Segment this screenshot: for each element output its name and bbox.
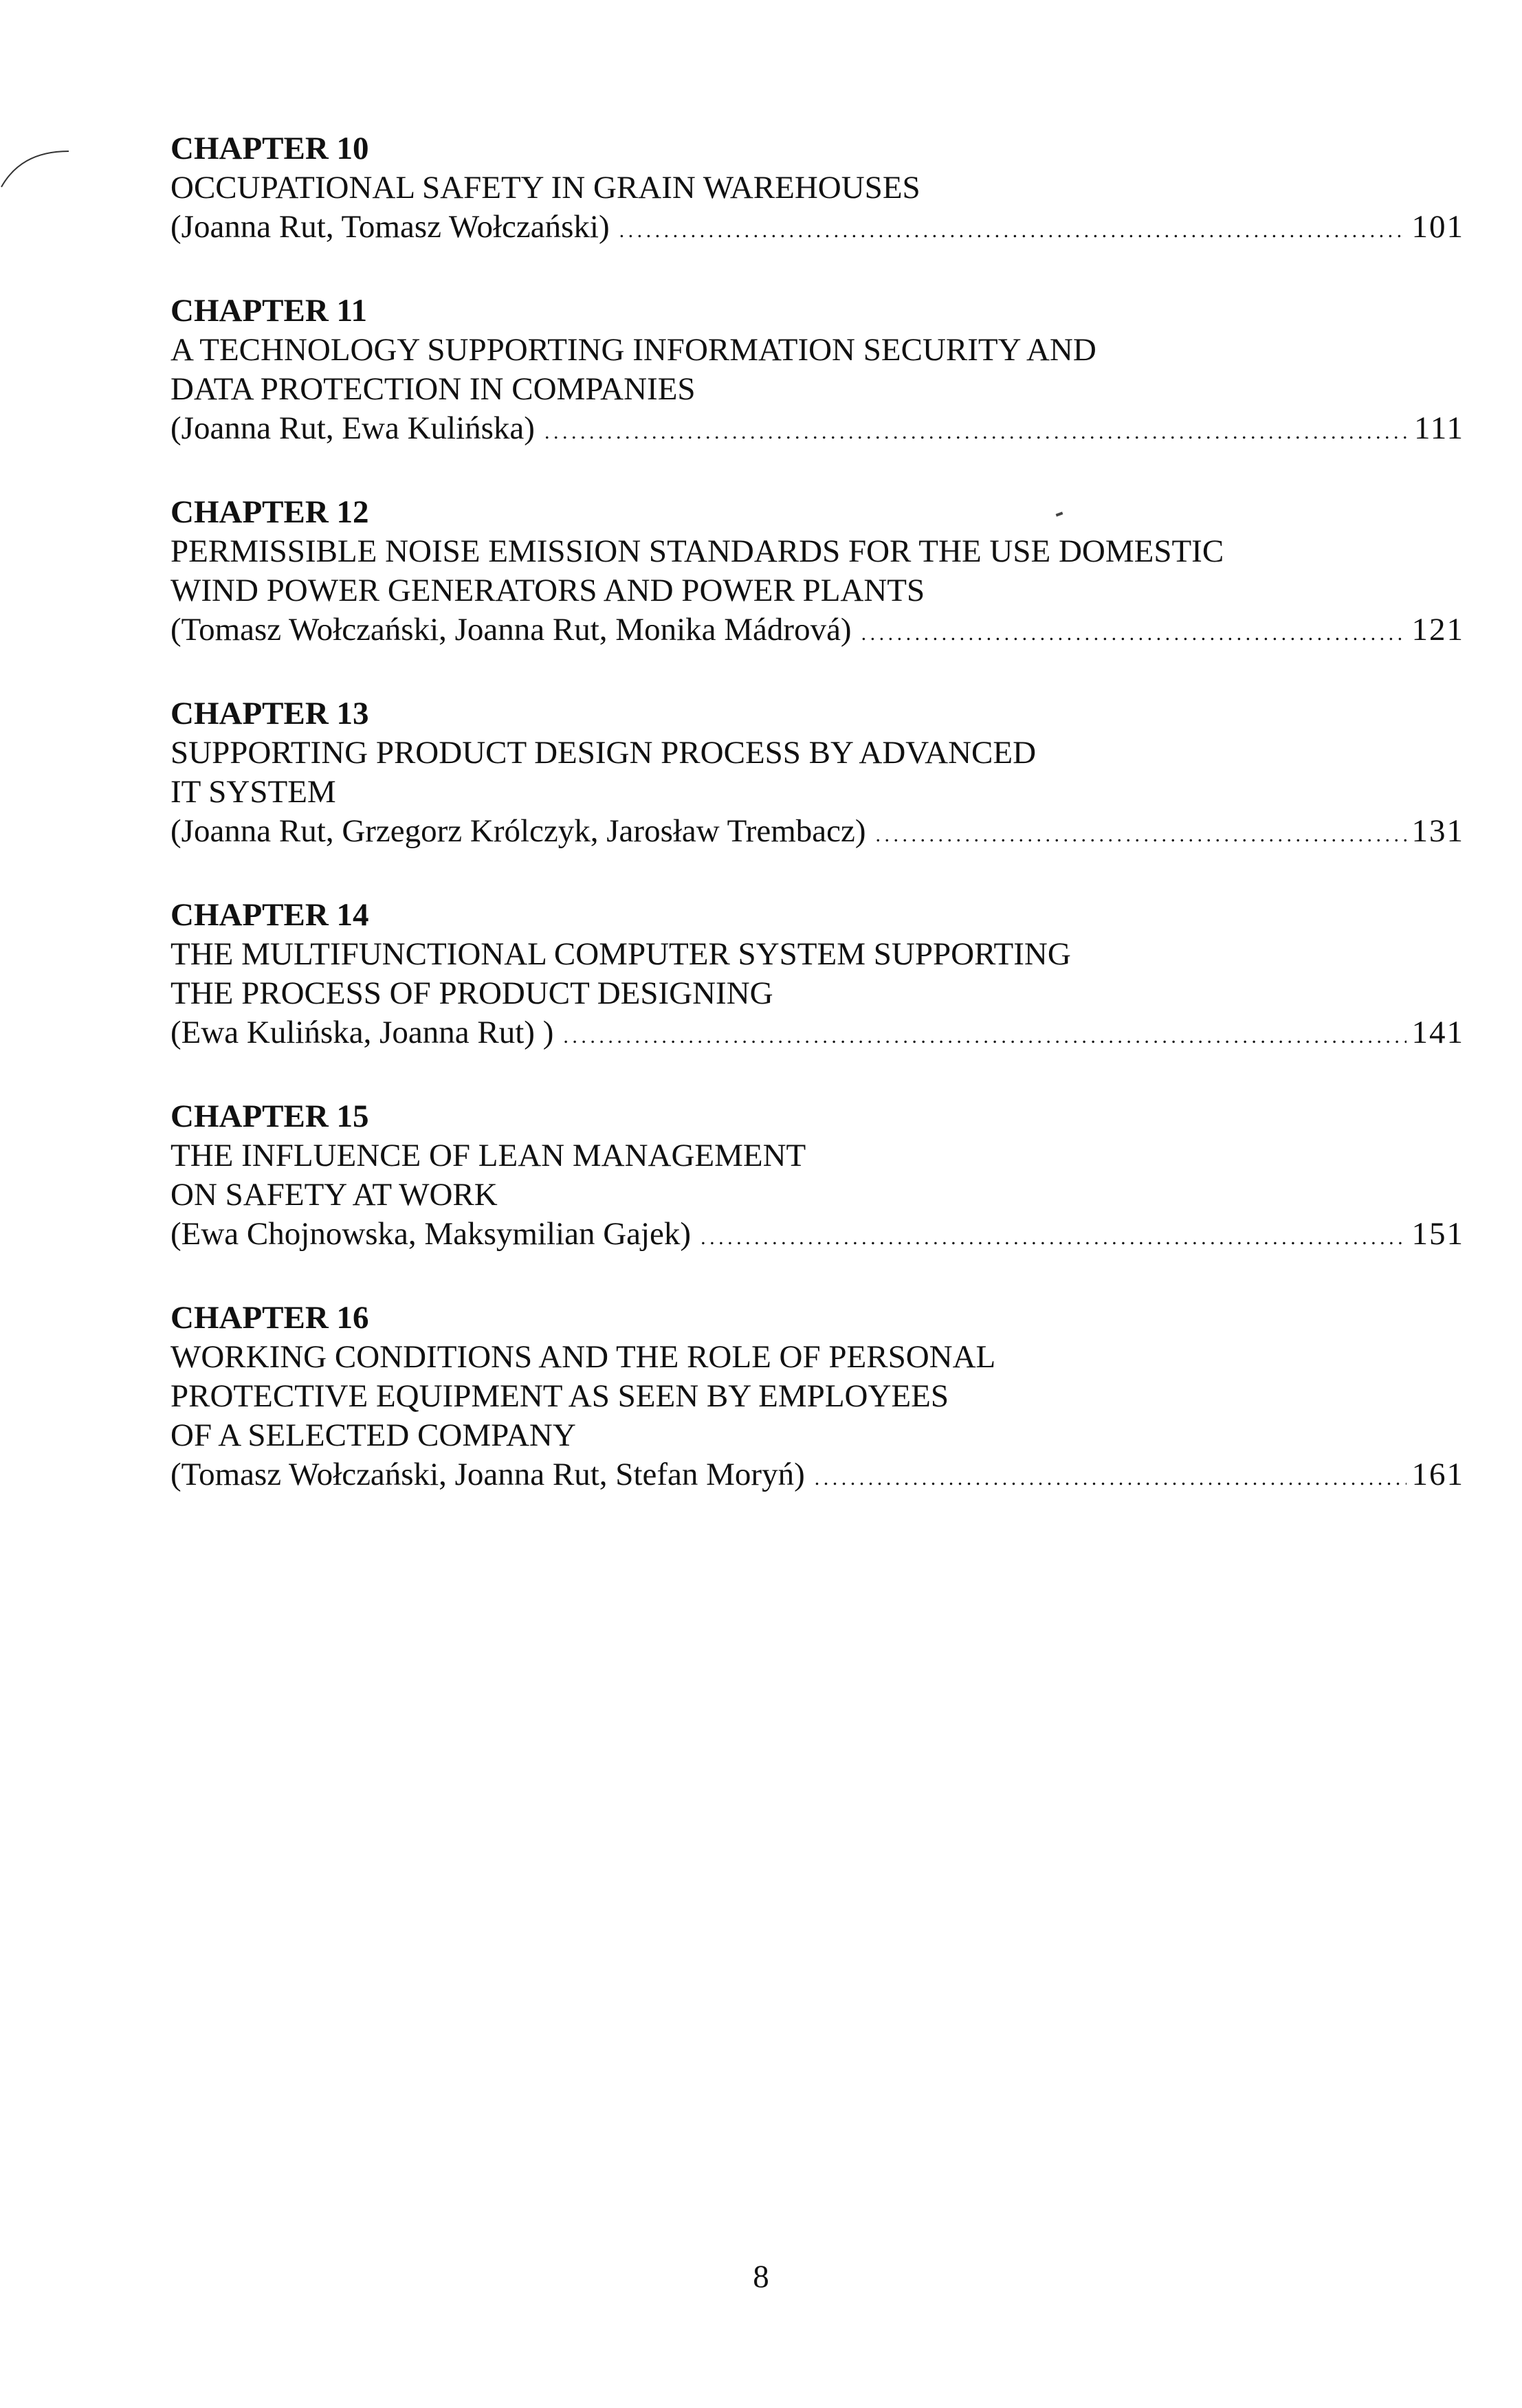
chapter-authors: (Ewa Chojnowska, Maksymilian Gajek): [170, 1216, 692, 1252]
chapter-author-row: [170, 1455, 1464, 1498]
chapter-authors: (Ewa Kulińska, Joanna Rut) ): [170, 1015, 554, 1050]
toc-entry: [170, 493, 1464, 653]
chapter-author-row: [170, 812, 1464, 854]
dot-leader: [701, 1218, 1406, 1257]
table-of-contents: [170, 129, 1464, 1539]
chapter-authors: (Joanna Rut, Grzegorz Królczyk, Jarosław Trembacz): [170, 813, 866, 849]
chapter-page-ref: 151: [1411, 1216, 1464, 1252]
chapter-label: CHAPTER 15: [170, 1098, 369, 1134]
chapter-author-row: [170, 610, 1464, 653]
toc-entry: [170, 1299, 1464, 1498]
toc-entry: [170, 896, 1464, 1056]
chapter-page-ref: 111: [1413, 410, 1464, 446]
chapter-title-line: THE MULTIFUNCTIONAL COMPUTER SYSTEM SUPPORTING: [170, 936, 1071, 972]
chapter-label: CHAPTER 16: [170, 1300, 369, 1336]
chapter-title-line: THE PROCESS OF PRODUCT DESIGNING: [170, 975, 773, 1011]
toc-entry: [170, 694, 1464, 854]
chapter-label: CHAPTER 10: [170, 131, 369, 166]
chapter-label: CHAPTER 14: [170, 897, 369, 933]
chapter-page-ref: 161: [1411, 1457, 1464, 1492]
chapter-title-line: OF A SELECTED COMPANY: [170, 1417, 576, 1453]
toc-entry: [170, 291, 1464, 452]
chapter-page-ref: 101: [1411, 209, 1464, 245]
chapter-author-row: [170, 208, 1464, 250]
dot-leader: [563, 1017, 1406, 1056]
chapter-title-line: PROTECTIVE EQUIPMENT AS SEEN BY EMPLOYEES: [170, 1378, 949, 1414]
chapter-label: CHAPTER 13: [170, 696, 369, 731]
toc-entry: [170, 1097, 1464, 1257]
page-number: 8: [753, 2259, 769, 2295]
dot-leader: [544, 412, 1409, 452]
scan-artifact-stroke: [0, 131, 76, 192]
chapter-page-ref: 141: [1411, 1015, 1464, 1050]
chapter-label: CHAPTER 11: [170, 293, 367, 329]
dot-leader: [876, 815, 1407, 854]
chapter-title-line: DATA PROTECTION IN COMPANIES: [170, 371, 696, 407]
chapter-author-row: [170, 1215, 1464, 1257]
chapter-page-ref: 121: [1411, 612, 1464, 648]
chapter-title-line: ON SAFETY AT WORK: [170, 1177, 498, 1213]
chapter-authors: (Tomasz Wołczański, Joanna Rut, Stefan Moryń): [170, 1457, 805, 1492]
chapter-title-line: THE INFLUENCE OF LEAN MANAGEMENT: [170, 1138, 806, 1173]
chapter-authors: (Joanna Rut, Tomasz Wołczański): [170, 209, 610, 245]
dot-leader: [861, 614, 1407, 653]
dot-leader: [815, 1459, 1407, 1498]
chapter-author-row: [170, 1013, 1464, 1056]
dot-leader: [619, 211, 1407, 250]
chapter-title-line: SUPPORTING PRODUCT DESIGN PROCESS BY ADVANCED: [170, 735, 1037, 771]
chapter-title-line: WORKING CONDITIONS AND THE ROLE OF PERSONAL: [170, 1339, 996, 1375]
toc-entry: [170, 129, 1464, 250]
chapter-title-line: WIND POWER GENERATORS AND POWER PLANTS: [170, 573, 925, 608]
chapter-title-line: OCCUPATIONAL SAFETY IN GRAIN WAREHOUSES: [170, 170, 920, 206]
chapter-title-line: A TECHNOLOGY SUPPORTING INFORMATION SECURITY AND: [170, 332, 1096, 368]
chapter-authors: (Joanna Rut, Ewa Kulińska): [170, 410, 535, 446]
chapter-author-row: [170, 409, 1464, 452]
chapter-title-line: PERMISSIBLE NOISE EMISSION STANDARDS FOR THE USE DOMESTIC: [170, 533, 1224, 569]
chapter-label: CHAPTER 12: [170, 494, 369, 530]
chapter-page-ref: 131: [1411, 813, 1464, 849]
chapter-authors: (Tomasz Wołczański, Joanna Rut, Monika Mádrová): [170, 612, 852, 648]
chapter-title-line: IT SYSTEM: [170, 774, 336, 810]
